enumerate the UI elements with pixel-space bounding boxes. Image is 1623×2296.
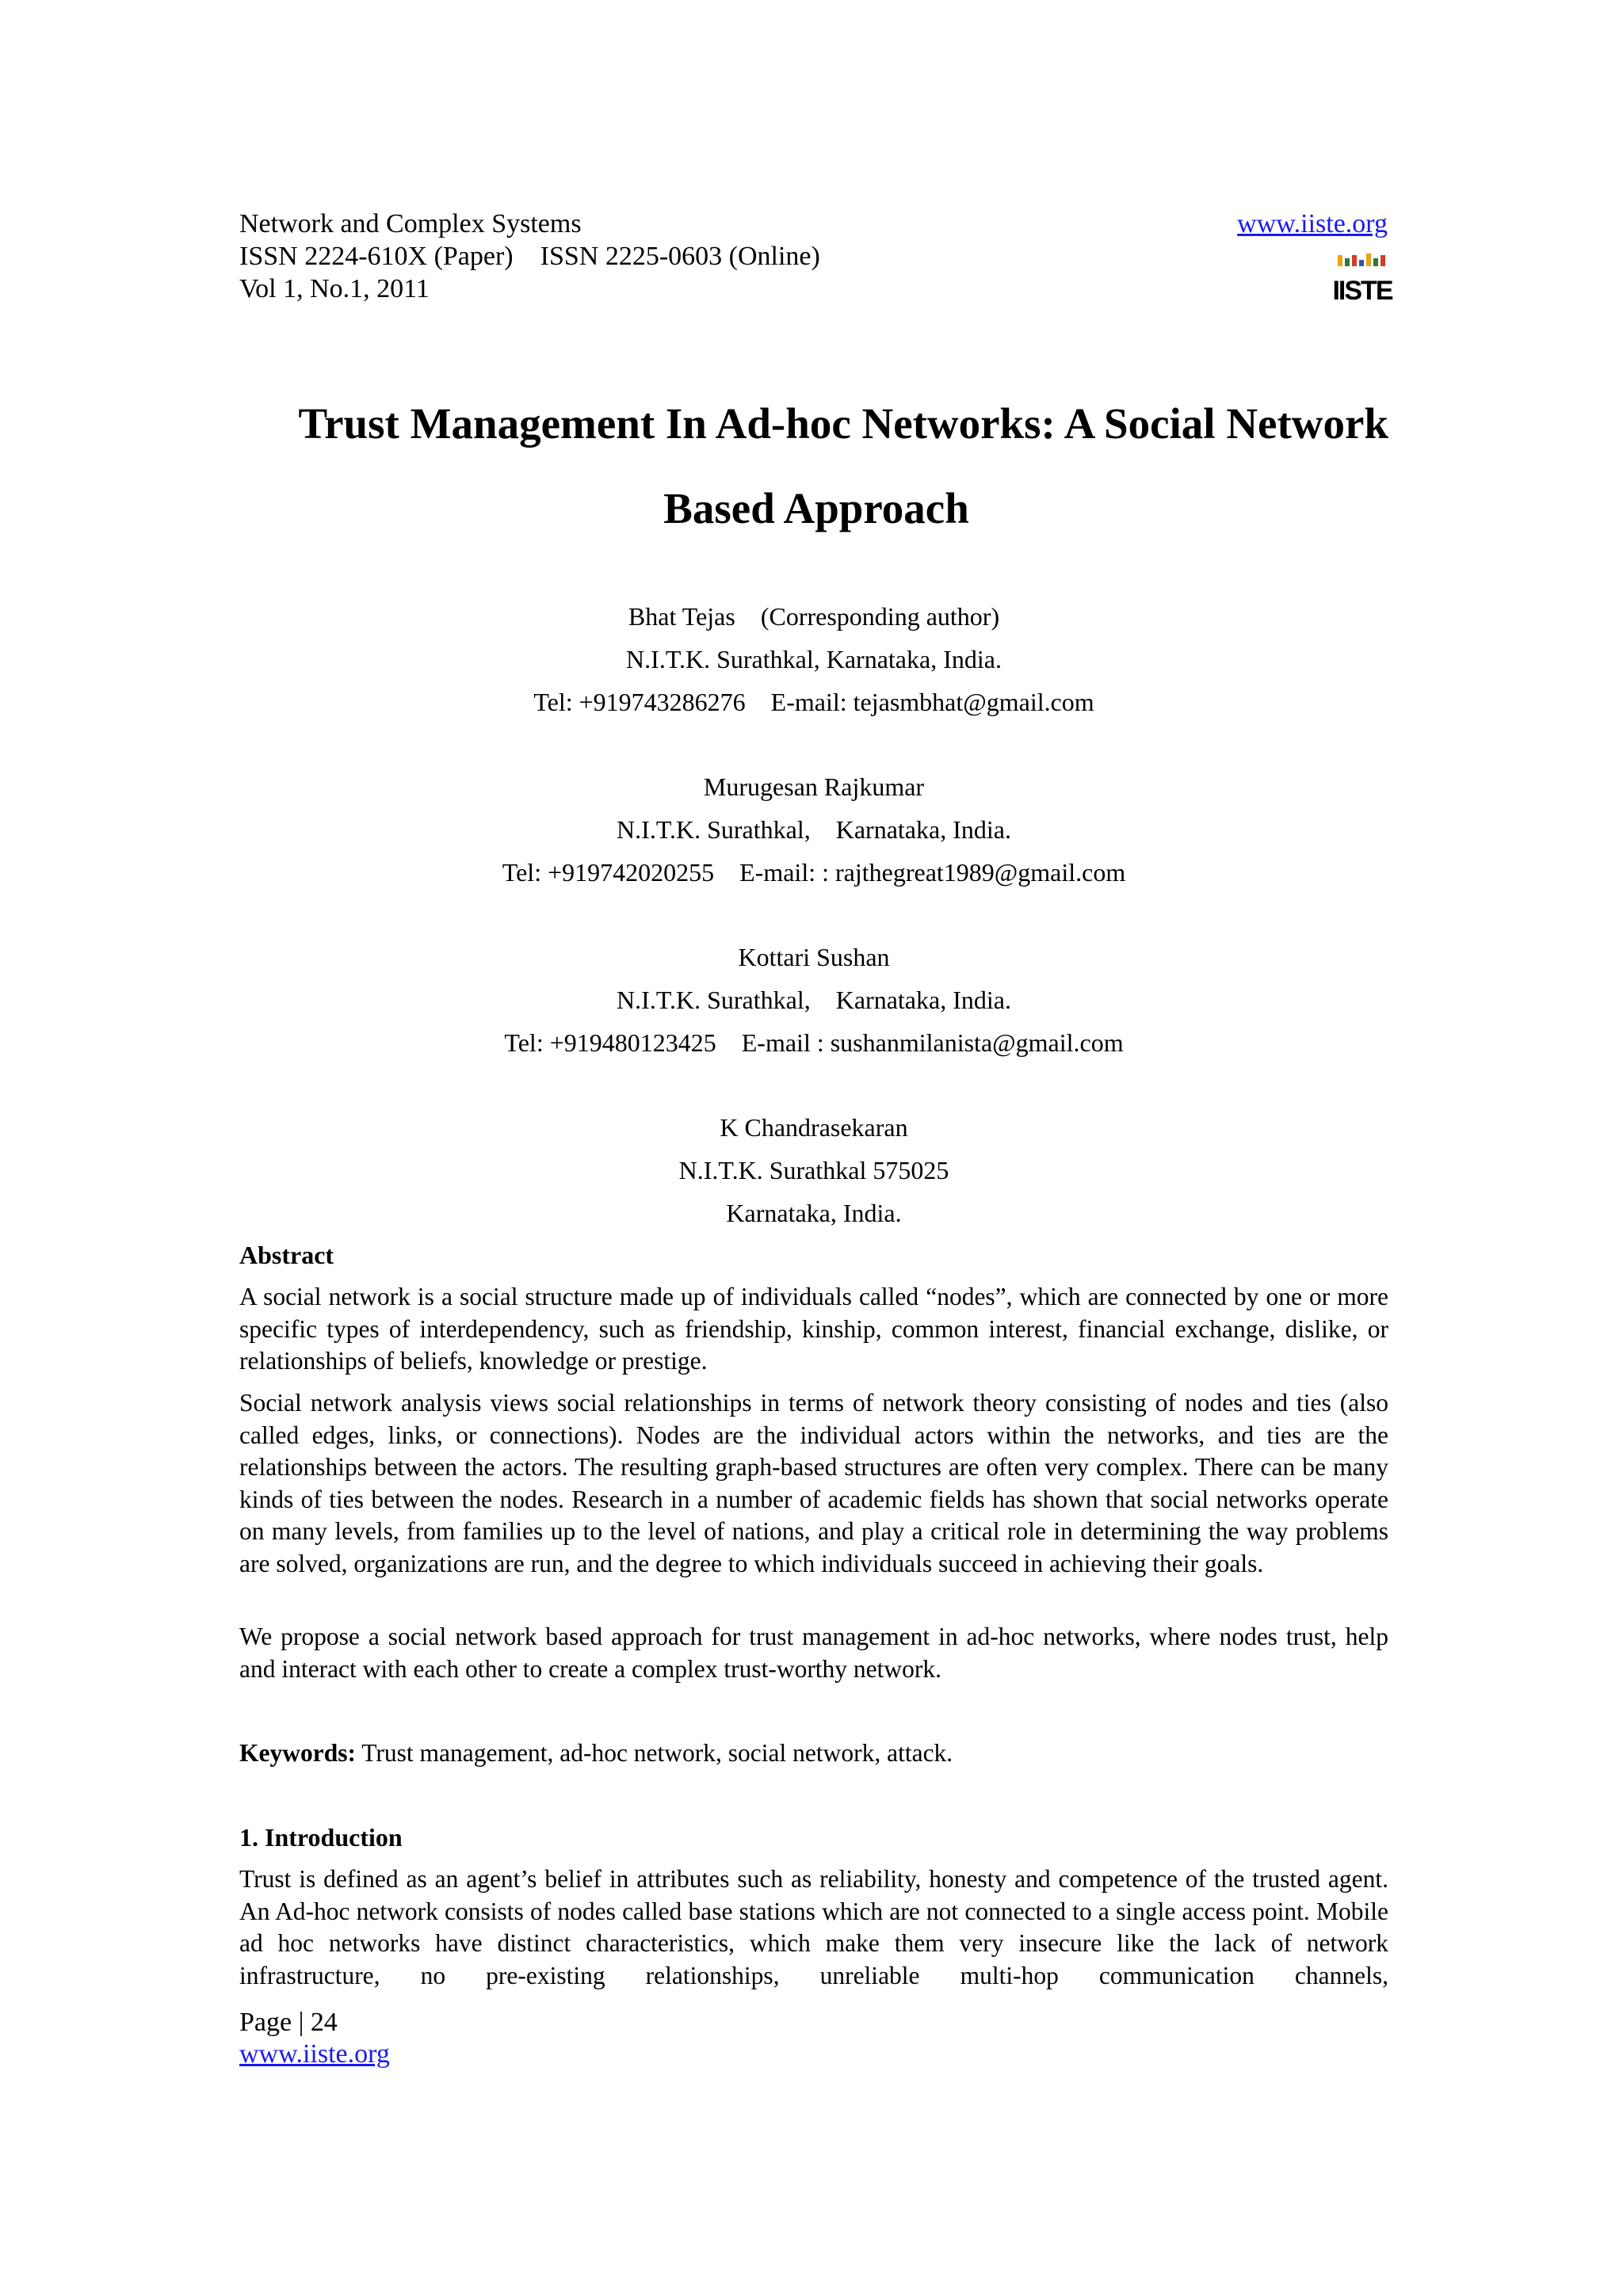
- introduction-paragraph: [239, 1863, 1388, 1992]
- author-contact: Tel: +919480123425 E-mail : sushanmilanista@gmail.com: [504, 1028, 1124, 1057]
- svg-text:IISTE: IISTE: [1332, 276, 1392, 306]
- introduction-text: Trust is defined as an agent’s belief in attributes such as reliability, honesty and competence of the trusted agent. An Ad-hoc network consists of nodes called base stations which are not connected to a single access point. Mobile ad hoc networks have distinct characteristics, which make them very insecure like the lack of network infrastructure, no pre-existing relationships, unreliable multi-hop communication channels,: [239, 1865, 1388, 1989]
- abstract-paragraph-3: [239, 1621, 1388, 1685]
- journal-header: [239, 208, 820, 305]
- issn-line: [239, 240, 820, 273]
- keywords-label: Keywords:: [239, 1739, 356, 1767]
- keywords-line: [239, 1737, 1388, 1770]
- author-name: Murugesan Rajkumar: [703, 772, 925, 801]
- author-affiliation: N.I.T.K. Surathkal, Karnataka, India.: [617, 986, 1011, 1014]
- introduction-heading: 1. Introduction: [239, 1823, 403, 1852]
- paper-title-line-1: Trust Management In Ad-hoc Networks: A Social Network: [298, 399, 1388, 448]
- author-contact: Tel: +919742020255 E-mail: : rajthegreat1989@gmail.com: [502, 858, 1126, 887]
- keywords-text: Trust management, ad-hoc network, social network, attack.: [355, 1739, 953, 1767]
- author-affiliation: N.I.T.K. Surathkal, Karnataka, India.: [617, 815, 1011, 844]
- page-number: Page | 24: [239, 2008, 338, 2037]
- issn-online: ISSN 2225-0603 (Online): [540, 242, 820, 271]
- iiste-logo: [1332, 252, 1392, 306]
- issn-paper: ISSN 2224-610X (Paper): [239, 242, 514, 271]
- header-url[interactable]: [1237, 208, 1388, 240]
- paper-title-line-2: Based Approach: [663, 484, 969, 532]
- abstract-text: A social network is a social structure made up of individuals called “nodes”, which are connected by one or more specific types of interdependency, such as friendship, kinship, common interest, financial exchange, dislike, or relationships of beliefs, knowledge or prestige.: [239, 1283, 1388, 1375]
- iiste-logo-graphic: [1332, 252, 1392, 306]
- footer-url-link[interactable]: www.iiste.org: [239, 2039, 390, 2069]
- abstract-heading: Abstract: [239, 1241, 334, 1269]
- logo-wordmark: [1332, 276, 1392, 306]
- author-affiliation: N.I.T.K. Surathkal, Karnataka, India.: [626, 645, 1002, 673]
- author-contact: Tel: +919743286276 E-mail: tejasmbhat@gmail.com: [533, 688, 1094, 716]
- abstract-paragraph-1: [239, 1281, 1388, 1378]
- abstract-text: We propose a social network based approach for trust management in ad-hoc networks, where nodes trust, help and interact with each other to create a complex trust-worthy network.: [239, 1623, 1388, 1683]
- author-affiliation: N.I.T.K. Surathkal 575025: [678, 1156, 949, 1184]
- author-name: Kottari Sushan: [738, 943, 890, 971]
- journal-name: Network and Complex Systems: [239, 209, 582, 238]
- volume-line: Vol 1, No.1, 2011: [239, 274, 430, 303]
- header-url-link[interactable]: www.iiste.org: [1237, 209, 1388, 238]
- page-footer: [239, 2007, 390, 2070]
- author-name: K Chandrasekaran: [720, 1113, 908, 1142]
- author-contact: Karnataka, India.: [726, 1199, 902, 1227]
- abstract-text: Social network analysis views social relationships in terms of network theory consisting of nodes and ties (also called edges, links, or connections). Nodes are the individual actors within the networks, and ties are the relationships between the actors. The resulting graph-based structures are often very complex. There can be many kinds of ties between the nodes. Research in a number of academic fields has shown that social networks operate on many levels, from families up to the level of nations, and play a critical role in determining the way problems are solved, organizations are run, and the degree to which individuals succeed in achieving their goals.: [239, 1389, 1388, 1577]
- abstract-paragraph-2: [239, 1387, 1388, 1580]
- author-name: Bhat Tejas (Corresponding author): [628, 602, 1000, 631]
